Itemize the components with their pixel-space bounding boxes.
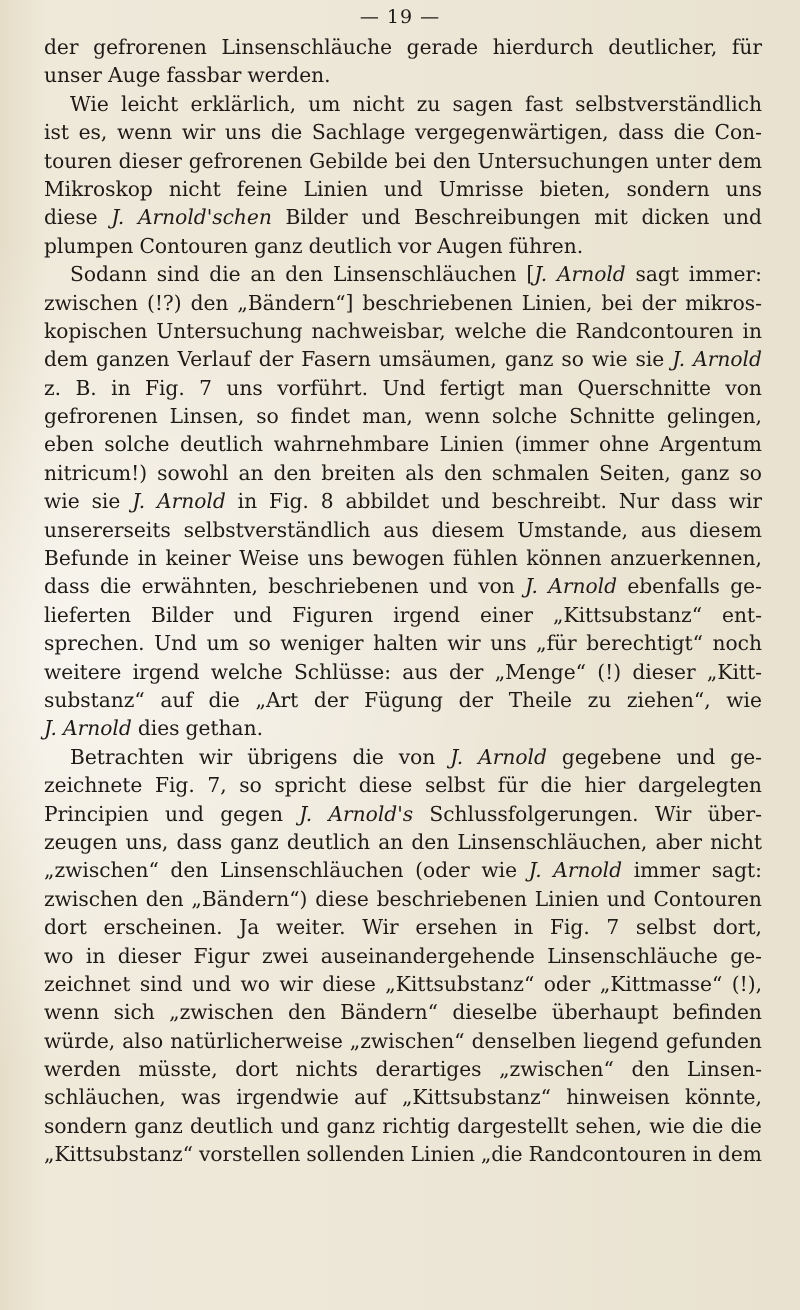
text-line: „zwischen“ den Linsenschläuchen (oder wie J. Arnold immer sagt: bbox=[44, 858, 762, 883]
text-line: gefrorenen Linsen, so findet man, wenn solche Schnitte gelingen, bbox=[44, 404, 762, 429]
text-line: schläuchen, was irgendwie auf „Kittsubstanz“ hinweisen könnte, bbox=[44, 1085, 762, 1110]
text-line: unsererseits selbstverständlich aus diesem Umstande, aus diesem bbox=[44, 517, 762, 542]
text-line: Befunde in keiner Weise uns bewogen fühlen können anzuerkennen, bbox=[44, 546, 762, 571]
text-line: zeichnet sind und wo wir diese „Kittsubstanz“ oder „Kittmasse“ (!), bbox=[44, 971, 762, 996]
text-line: touren dieser gefrorenen Gebilde bei den Untersuchungen unter dem bbox=[44, 148, 762, 173]
page-number: — 19 — bbox=[359, 6, 441, 28]
text-line: wo in dieser Figur zwei auseinandergehende Linsenschläuche ge- bbox=[44, 943, 762, 968]
text-line: Betrachten wir übrigens die von J. Arnold gegebene und ge- bbox=[70, 744, 762, 769]
text-line: Principien und gegen J. Arnold's Schlussfolgerungen. Wir über- bbox=[44, 801, 762, 826]
text-line: lieferten Bilder und Figuren irgend einer „Kittsubstanz“ ent- bbox=[44, 602, 762, 627]
text-line: zeichnete Fig. 7, so spricht diese selbst für die hier dargelegten bbox=[44, 773, 762, 798]
text-line: wenn sich „zwischen den Bändern“ dieselbe überhaupt befinden bbox=[44, 1000, 762, 1025]
text-line: sprechen. Und um so weniger halten wir uns „für berechtigt“ noch bbox=[44, 631, 762, 656]
text-line: zwischen den „Bändern“) diese beschriebenen Linien und Contouren bbox=[44, 886, 762, 911]
text-line: dort erscheinen. Ja weiter. Wir ersehen in Fig. 7 selbst dort, bbox=[44, 915, 762, 940]
text-line: zeugen uns, dass ganz deutlich an den Linsenschläuchen, aber nicht bbox=[44, 829, 762, 854]
text-line: „Kittsubstanz“ vorstellen sollenden Linien „die Randcontouren in dem bbox=[44, 1142, 762, 1167]
text-line: Sodann sind die an den Linsenschläuchen [J. Arnold sagt immer: bbox=[70, 262, 762, 287]
text-line: dass die erwähnten, beschriebenen und von J. Arnold ebenfalls ge- bbox=[44, 574, 762, 599]
text-line: werden müsste, dort nichts derartiges „zwischen“ den Linsen- bbox=[44, 1057, 762, 1082]
text-line: ist es, wenn wir uns die Sachlage vergegenwärtigen, dass die Con- bbox=[44, 120, 762, 145]
text-line: substanz“ auf die „Art der Fügung der Theile zu ziehen“, wie bbox=[44, 687, 762, 712]
text-line: J. Arnold dies gethan. bbox=[44, 716, 263, 741]
text-line: dem ganzen Verlauf der Fasern umsäumen, ganz so wie sie J. Arnold bbox=[44, 347, 762, 372]
text-line: z. B. in Fig. 7 uns vorführt. Und fertigt man Querschnitte von bbox=[44, 375, 762, 400]
text-line: zwischen (!?) den „Bändern“] beschriebenen Linien, bei der mikros- bbox=[44, 290, 762, 315]
text-line: kopischen Untersuchung nachweisbar, welche die Randcontouren in bbox=[44, 318, 762, 343]
text-line: plumpen Contouren ganz deutlich vor Augen führen. bbox=[44, 233, 584, 258]
text-line: wie sie J. Arnold in Fig. 8 abbildet und beschreibt. Nur dass wir bbox=[44, 489, 762, 514]
text-line: Mikroskop nicht feine Linien und Umrisse bieten, sondern uns bbox=[44, 176, 762, 201]
text-line: sondern ganz deutlich und ganz richtig dargestellt sehen, wie die die bbox=[44, 1113, 762, 1138]
text-line: unser Auge fassbar werden. bbox=[44, 63, 331, 88]
text-line: diese J. Arnold'schen Bilder und Beschreibungen mit dicken und bbox=[44, 205, 762, 230]
text-line: Wie leicht erklärlich, um nicht zu sagen fast selbstverständlich bbox=[70, 91, 762, 116]
text-line: würde, also natürlicherweise „zwischen“ denselben liegend gefunden bbox=[44, 1028, 762, 1053]
text-line: der gefrorenen Linsenschläuche gerade hierdurch deutlicher, für bbox=[44, 35, 762, 59]
text-line: weitere irgend welche Schlüsse: aus der „Menge“ (!) dieser „Kitt- bbox=[44, 659, 762, 684]
body-text bbox=[44, 33, 762, 1169]
text-line: eben solche deutlich wahrnehmbare Linien (immer ohne Argentum bbox=[44, 432, 762, 457]
text-line: nitricum!) sowohl an den breiten als den schmalen Seiten, ganz so bbox=[44, 460, 762, 485]
